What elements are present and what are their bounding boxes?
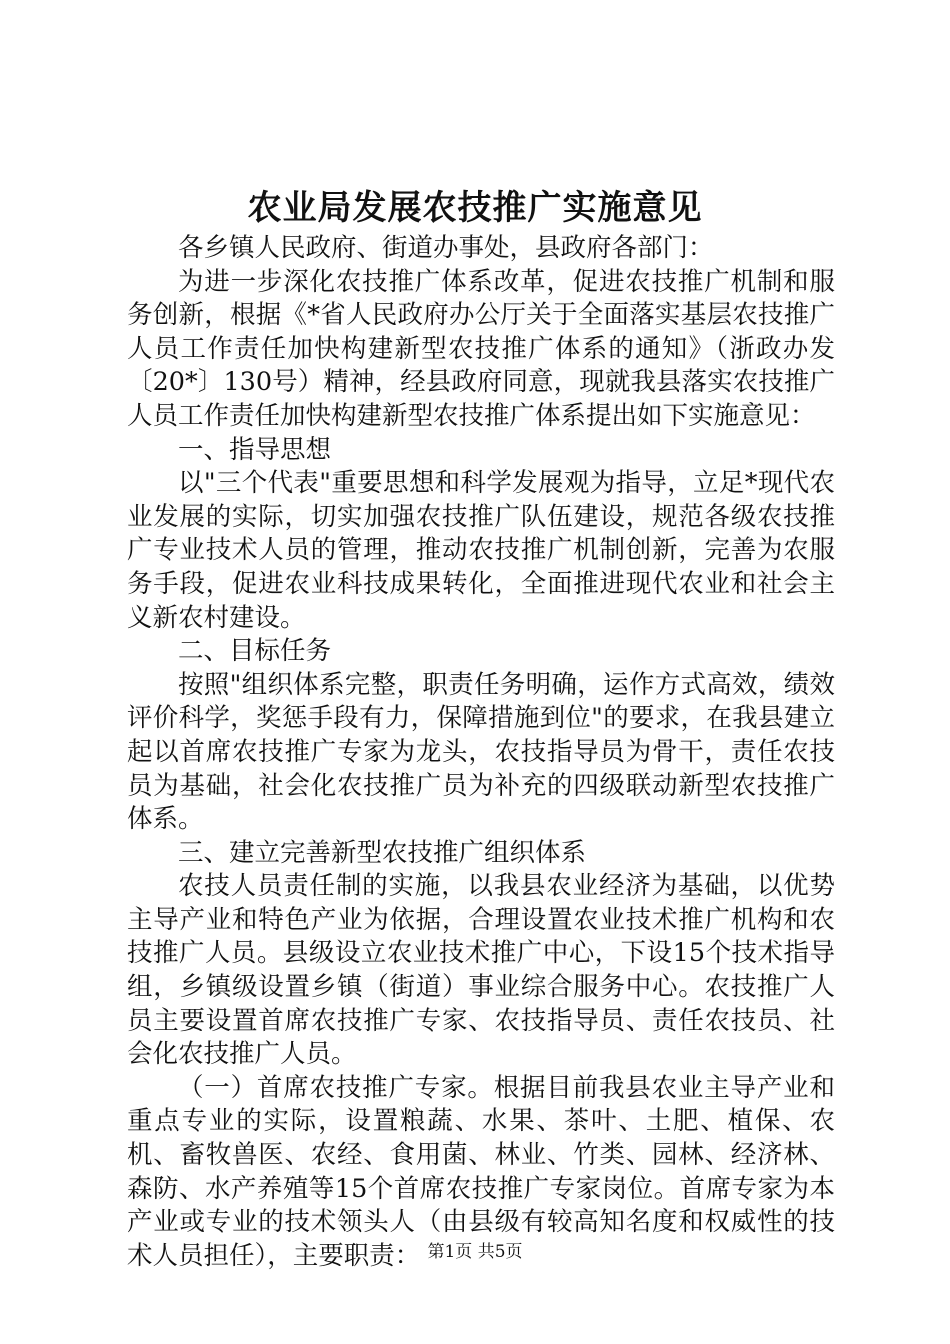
document-body [127, 232, 835, 1273]
intro-paragraph: 为进一步深化农技推广体系改革，促进农技推广机制和服务创新，根据《*省人民政府办公厅关于全面落实基层农技推广人员工作责任加快构建新型农技推广体系的通知》（浙政办发〔20*〕130号）精神，经县政府同意，现就我县落实农技推广人员工作责任加快构建新型农技推广体系提出如下实施意见： [127, 266, 835, 431]
chief-expert-paragraph: （一）首席农技推广专家。根据目前我县农业主导产业和重点专业的实际，设置粮蔬、水果、茶叶、土肥、植保、农机、畜牧兽医、农经、食用菌、林业、竹类、园林、经济林、森防、水产养殖等15个首席农技推广专家岗位。首席专家为本产业或专业的技术领头人（由县级有较高知名度和权威性的技术人员担任），主要职责： [127, 1072, 835, 1271]
page-number-footer: 第1页 共5页 [427, 1242, 523, 1262]
organization-paragraph: 农技人员责任制的实施，以我县农业经济为基础，以优势主导产业和特色产业为依据，合理设置农业技术推广机构和农技推广人员。县级设立农业技术推广中心，下设15个技术指导组，乡镇级设置乡镇（街道）事业综合服务中心。农技推广人员主要设置首席农技推广专家、农技指导员、责任农技员、社会化农技推广人员。 [127, 871, 835, 1070]
document-title: 农业局发展农技推广实施意见 [247, 188, 703, 228]
section-heading-organization: 三、建立完善新型农技推广组织体系 [178, 837, 587, 868]
section-heading-guiding-ideology: 一、指导思想 [178, 434, 332, 465]
section-heading-goals: 二、目标任务 [178, 636, 332, 667]
salutation-paragraph: 各乡镇人民政府、街道办事处，县政府各部门： [178, 233, 714, 263]
guiding-ideology-paragraph: 以"三个代表"重要思想和科学发展观为指导，立足*现代农业发展的实际，切实加强农技推广队伍建设，规范各级农技推广专业技术人员的管理，推动农技推广机制创新，完善为农服务手段，促进农业科技成果转化，全面推进现代农业和社会主义新农村建设。 [127, 468, 835, 633]
goals-paragraph: 按照"组织体系完整，职责任务明确，运作方式高效，绩效评价科学，奖惩手段有力，保障措施到位"的要求，在我县建立起以首席农技推广专家为龙头，农技指导员为骨干，责任农技员为基础，社会化农技推广员为补充的四级联动新型农技推广体系。 [127, 669, 835, 835]
